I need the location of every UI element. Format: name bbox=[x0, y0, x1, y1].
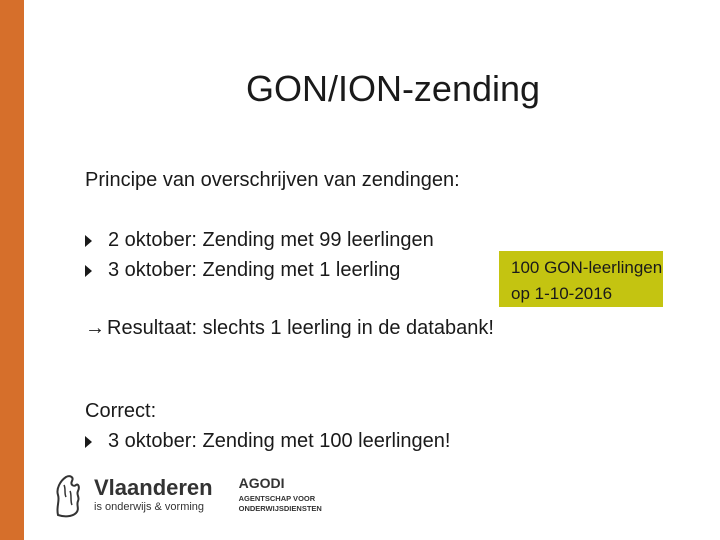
bullet-text: 3 oktober: Zending met 1 leerling bbox=[108, 259, 401, 281]
vlaanderen-subtitle: is onderwijs & vorming bbox=[94, 501, 205, 513]
bullet-arrow-icon bbox=[85, 265, 92, 277]
flemish-lion-icon bbox=[50, 471, 88, 519]
bullet-arrow-icon bbox=[85, 436, 92, 448]
vlaanderen-name: Vlaanderen bbox=[94, 475, 213, 500]
callout-line: op 1-10-2016 bbox=[511, 284, 613, 303]
bullet-item bbox=[85, 229, 434, 252]
agodi-logo bbox=[239, 476, 322, 515]
agodi-subtitle-line1: AGENTSCHAP VOOR bbox=[238, 493, 316, 503]
vlaanderen-logo bbox=[94, 477, 213, 513]
slide-title: GON/ION-zending bbox=[245, 68, 541, 109]
correct-label: Correct: bbox=[85, 400, 157, 422]
callout-box bbox=[499, 251, 663, 307]
bullet-item bbox=[85, 259, 400, 282]
footer-logos bbox=[50, 470, 322, 520]
right-arrow-icon: → bbox=[85, 317, 105, 339]
agodi-subtitle-line2: ONDERWIJSDIENSTEN bbox=[238, 504, 322, 513]
bullet-text: 3 oktober: Zending met 100 leerlingen! bbox=[108, 430, 451, 452]
bullet-text: 2 oktober: Zending met 99 leerlingen bbox=[108, 229, 434, 251]
result-text: Resultaat: slechts 1 leerling in de databank! bbox=[107, 317, 494, 339]
callout-line: 100 GON-leerlingen bbox=[511, 258, 663, 277]
bullet-arrow-icon bbox=[85, 235, 92, 247]
intro-text: Principe van overschrijven van zendingen: bbox=[85, 169, 460, 191]
bullet-item bbox=[85, 430, 450, 453]
agodi-name: AGODI bbox=[238, 474, 285, 491]
result-line bbox=[85, 317, 494, 340]
